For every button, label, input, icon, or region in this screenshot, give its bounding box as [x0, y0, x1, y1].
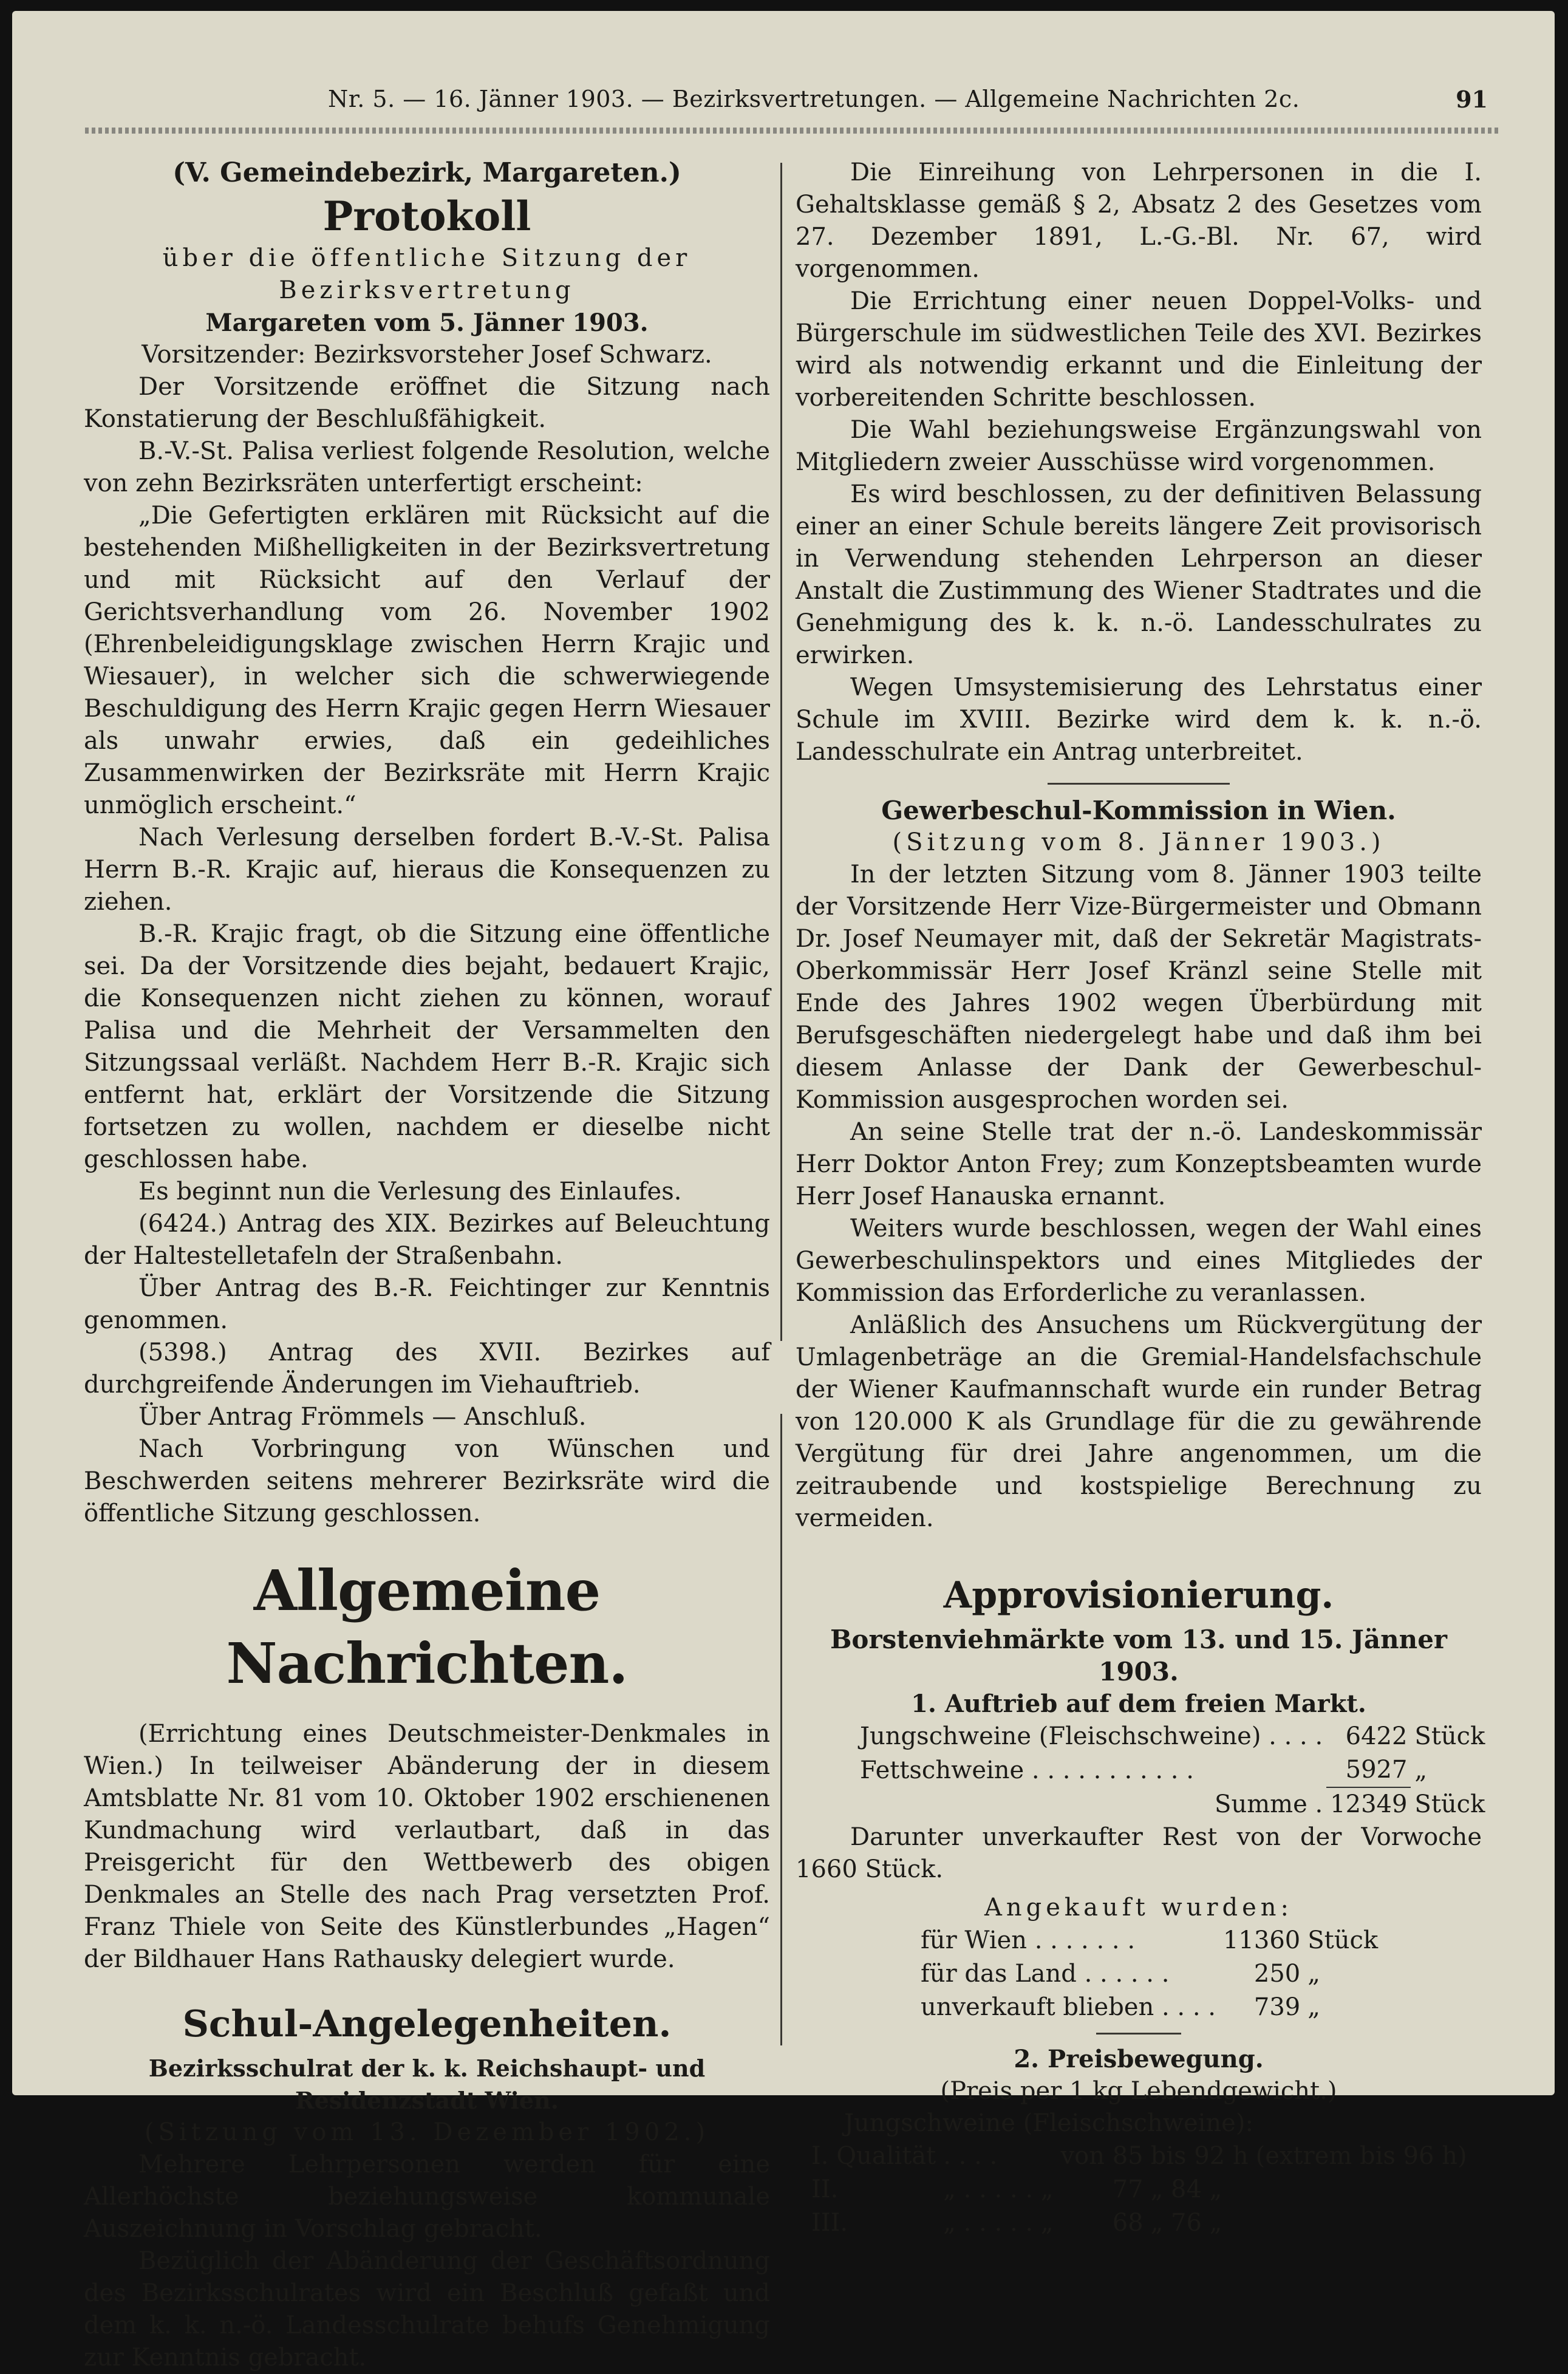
protokoll-intro-1: über die öffentliche Sitzung der Bezirksvertretung — [162, 244, 692, 304]
cell-value: 739 — [1253, 1993, 1301, 2021]
chair-line: Vorsitzender: Bezirksvorsteher Josef Schwarz. — [141, 341, 712, 369]
page-header — [85, 81, 1500, 123]
cell-unit: „ — [1414, 1756, 1428, 1784]
cell-unit: Stück — [1414, 1722, 1485, 1750]
section-rule — [1096, 2033, 1181, 2035]
approvisionierung-title: Approvisionierung. — [943, 1574, 1334, 1617]
left-column — [84, 157, 770, 2374]
column-divider-lower — [780, 1414, 782, 2045]
cell-quality: III. — [811, 2209, 848, 2237]
table-row — [808, 2206, 1471, 2240]
cell-value: 5927 — [1326, 1753, 1411, 1787]
paragraph: Wegen Umsystemisierung des Lehrstatus einer Schule im XVIII. Bezirke wird dem k. k. n.-ö. Landesschulrate ein Antrag unterbreitet. — [796, 674, 1482, 766]
preis-category: Jungschweine (Fleischschweine): — [844, 2109, 1253, 2137]
header-rule — [85, 128, 1500, 134]
paragraph: An seine Stelle trat der n.-ö. Landeskommissär Herr Doktor Anton Frey; zum Konzeptsbeamten wurde Herr Josef Hanauska ernannt. — [796, 1118, 1482, 1210]
table-row — [917, 1957, 1382, 1991]
protokoll-intro-2: Margareten vom 5. Jänner 1903. — [205, 309, 649, 337]
cell-unit: „ — [1307, 1993, 1320, 2021]
cell-von: von 85 — [1060, 2142, 1144, 2170]
cell-dots: „ . . . . . „ — [943, 2209, 1054, 2237]
schul-subtitle: Bezirksschulrat der k. k. Reichshaupt- und Residenzstadt Wien. — [148, 2055, 706, 2114]
cell-extrem: (extrem bis 96 h) — [1255, 2142, 1467, 2170]
cell-dots: . . . . — [943, 2142, 998, 2170]
protokoll-title: Protokoll — [322, 193, 531, 240]
schul-session: (Sitzung vom 13. Dezember 1902.) — [144, 2118, 710, 2146]
paragraph: Nach Vorbringung von Wünschen und Beschwerden seitens mehrerer Bezirksräte wird die öffentliche Sitzung geschlossen. — [84, 1435, 770, 1527]
allgemeine-nachrichten-title: Allgemeine Nachrichten. — [226, 1558, 628, 1696]
cell-extrem — [1252, 2173, 1471, 2206]
cell-von: 77 — [1112, 2175, 1144, 2203]
page-number: 91 — [1456, 86, 1488, 113]
paragraph: „Die Gefertigten erklären mit Rücksicht auf die bestehenden Mißhelligkeiten in der Bezirksvertretung und mit Rücksicht auf den Verlauf der Gerichtsverhandlung vom 26. November 1902 (Ehrenbeleidigungsklage zwischen Herrn Krajic und Wiesauer), in welcher sich die schwerwiegende Beschuldigung des Herrn Krajic gegen Herrn Wiesauer als unwahr erwies, daß ein gedeihliches Zusammenwirken der Bezirksräte mit Herrn Krajic unmöglich erscheint.“ — [84, 502, 770, 819]
column-divider — [780, 163, 782, 1341]
preis-subtitle: (Preis per 1 kg Lebendgewicht.) — [940, 2077, 1337, 2105]
cell-label: Fettschweine . . . . . . . . . . . — [860, 1756, 1194, 1784]
paragraph: Bezüglich der Abänderung der Geschäftsordnung des Bezirksschulrates wird ein Beschluß gefaßt und dem k. k. n.-ö. Landesschulrate behufs Genehmigung zur Kenntnis gebracht. — [84, 2247, 770, 2372]
paragraph: Anläßlich des Ansuchens um Rückvergütung der Umlagenbeträge an die Gremial-Handelsfachschule der Wiener Kaufmannschaft wurde ein runder Betrag von 120.000 K als Grundlage für die zu gewährende Vergütung für drei Jahre angenommen, um die zeitraubende und kostspielige Berechnung zu vermeiden. — [796, 1311, 1482, 1532]
paragraph: Über Antrag Frömmels — Anschluß. — [138, 1403, 587, 1431]
cell-unit: Stück — [1307, 1926, 1379, 1954]
paragraph: Der Vorsitzende eröffnet die Sitzung nach Konstatierung der Beschlußfähigkeit. — [84, 373, 770, 433]
section-rule — [1048, 783, 1230, 785]
table-row — [917, 1991, 1382, 2024]
cell-unit: Stück — [1414, 1790, 1485, 1818]
table-row — [808, 2140, 1471, 2173]
cell-dots: „ . . . . . „ — [943, 2175, 1054, 2203]
cell-extrem — [1252, 2206, 1471, 2240]
gewerbeschul-session: (Sitzung vom 8. Jänner 1903.) — [892, 828, 1385, 856]
paragraph: Über Antrag des B.-R. Feichtinger zur Kenntnis genommen. — [84, 1274, 770, 1334]
cell-label: für das Land . . . . . . — [921, 1960, 1170, 1988]
borstenvieh-subtitle: Borstenviehmärkte vom 13. und 15. Jänner 1903. — [830, 1625, 1448, 1687]
cell-label: unverkauft blieben . . . . — [921, 1993, 1216, 2021]
cell-value: 6422 — [1345, 1722, 1408, 1750]
cell-von: 68 — [1112, 2209, 1144, 2237]
paragraph: Es beginnt nun die Verlesung des Einlaufes. — [138, 1178, 682, 1206]
cell-label: für Wien . . . . . . . — [921, 1926, 1136, 1954]
auftrieb-title: 1. Auftrieb auf dem freien Markt. — [911, 1690, 1366, 1718]
paragraph: Es wird beschlossen, zu der definitiven Belassung einer an einer Schule bereits längere Zeit provisorisch in Verwendung stehenden Lehrperson an dieser Anstalt die Zustimmung des Wiener Stadtrates und die Genehmigung des k. k. n.-ö. Landesschulrates zu erwirken. — [796, 480, 1482, 669]
cell-bis: „ 84 „ — [1150, 2175, 1222, 2203]
right-column — [796, 157, 1485, 2240]
gewerbeschul-title: Gewerbeschul-Kommission in Wien. — [881, 796, 1396, 825]
paragraph: Die Wahl beziehungsweise Ergänzungswahl von Mitgliedern zweier Ausschüsse wird vorgenommen. — [796, 416, 1482, 476]
schul-title: Schul-Angelegenheiten. — [182, 2003, 672, 2045]
table-row — [856, 1753, 1488, 1787]
paragraph: B.-V.-St. Palisa verliest folgende Resolution, welche von zehn Bezirksräten unterfertigt erscheint: — [84, 437, 770, 497]
preis-table — [808, 2140, 1471, 2240]
cell-label: Summe . — [1215, 1790, 1323, 1818]
auftrieb-table — [856, 1720, 1488, 1821]
paragraph: Weiters wurde beschlossen, wegen der Wahl eines Gewerbeschulinspektors und eines Mitgliedes der Kommission das Erforderliche zu veranlassen. — [796, 1215, 1482, 1307]
newspaper-page — [12, 11, 1555, 2372]
cell-value: 12349 — [1330, 1790, 1408, 1818]
paragraph: (6424.) Antrag des XIX. Bezirkes auf Beleuchtung der Haltestelletafeln der Straßenbahn. — [84, 1210, 770, 1270]
table-row — [917, 1924, 1382, 1957]
paragraph: Die Einreihung von Lehrpersonen in die I. Gehaltsklasse gemäß § 2, Absatz 2 des Gesetzes vom 27. Dezember 1891, L.-G.-Bl. Nr. 67, wird vorgenommen. — [796, 159, 1482, 283]
rest-line: Darunter unverkaufter Rest von der Vorwoche 1660 Stück. — [796, 1823, 1482, 1883]
cell-unit: „ — [1307, 1960, 1320, 1988]
cell-label: Jungschweine (Fleischschweine) . . . . — [860, 1722, 1323, 1750]
cell-bis: bis 92 h — [1150, 2142, 1249, 2170]
paragraph: (Errichtung eines Deutschmeister-Denkmales in Wien.) In teilweiser Abänderung der in diesem Amtsblatte Nr. 81 vom 10. Oktober 1902 erschienenen Kundmachung wird verlautbart, daß in das Preisgericht für den Wettbewerb des obigen Denkmales an Stelle des nach Prag versetzten Prof. Franz Thiele von Seite des Künstlerbundes „Hagen“ der Bildhauer Hans Rathausky delegiert wurde. — [84, 1720, 770, 1973]
district-heading: (V. Gemeindebezirk, Margareten.) — [172, 157, 681, 188]
paragraph: Nach Verlesung derselben fordert B.-V.-St. Palisa Herrn B.-R. Krajic auf, hieraus die Konsequenzen zu ziehen. — [84, 824, 770, 916]
paragraph: In der letzten Sitzung vom 8. Jänner 1903 teilte der Vorsitzende Herr Vize-Bürgermeister und Obmann Dr. Josef Neumayer mit, daß der Sekretär Magistrats-Oberkommissär Herr Josef Kränzl seine Stelle mit Ende des Jahres 1902 wegen Überbürdung mit Berufsgeschäften niedergelegt habe und daß ihm bei diesem Anlasse der Dank der Gewerbeschul-Kommission ausgesprochen worden sei. — [796, 861, 1482, 1114]
table-row — [856, 1720, 1488, 1753]
cell-value: 11360 — [1222, 1926, 1301, 1954]
table-row — [856, 1787, 1488, 1821]
header-title: Nr. 5. — 16. Jänner 1903. — Bezirksvertretungen. — Allgemeine Nachrichten 2c. — [328, 86, 1300, 112]
angekauft-table — [917, 1924, 1382, 2024]
cell-value: 250 — [1253, 1960, 1301, 1988]
paragraph: (5398.) Antrag des XVII. Bezirkes auf durchgreifende Änderungen im Viehauftrieb. — [84, 1339, 770, 1399]
paragraph: Die Errichtung einer neuen Doppel-Volks- und Bürgerschule im südwestlichen Teile des XVI. Bezirkes wird als notwendig erkannt und die Einleitung der vorbereitenden Schritte beschlossen. — [796, 287, 1482, 412]
cell-quality: II. — [811, 2175, 839, 2203]
preis-title: 2. Preisbewegung. — [1014, 2045, 1264, 2073]
table-row — [808, 2173, 1471, 2206]
cell-bis: „ 76 „ — [1150, 2209, 1222, 2237]
cell-quality: I. Qualität — [811, 2142, 936, 2170]
paragraph: Mehrere Lehrpersonen werden für eine Allerhöchste beziehungsweise kommunale Auszeichnung in Vorschlag gebracht. — [84, 2151, 770, 2243]
angekauft-title: Angekauft wurden: — [984, 1894, 1293, 1922]
paragraph: B.-R. Krajic fragt, ob die Sitzung eine öffentliche sei. Da der Vorsitzende dies bejaht, bedauert Krajic, die Konsequenzen nicht ziehen zu können, worauf Palisa und die Mehrheit der Versammelten den Sitzungssaal verläßt. Nachdem Herr B.-R. Krajic sich entfernt hat, erklärt der Vorsitzende die Sitzung fortsetzen zu wollen, nachdem er dieselbe nicht geschlossen habe. — [84, 920, 770, 1173]
